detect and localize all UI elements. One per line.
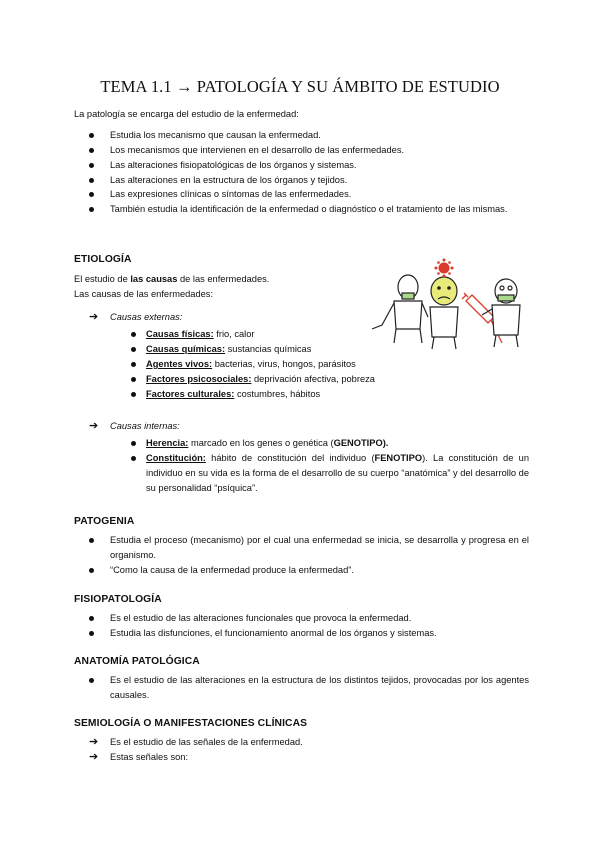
- doctor-left-icon: [372, 275, 428, 343]
- anatomia-list: [74, 673, 529, 703]
- patogenia-section: [74, 514, 529, 578]
- list-item: Estudia los mecanismo que causan la enfermedad.: [74, 128, 529, 143]
- list-item: Es el estudio de las alteraciones funcionales que provoca la enfermedad.: [74, 611, 529, 626]
- list-item: Estudia las disfunciones, el funcionamiento anormal de los órganos y sistemas.: [74, 626, 529, 641]
- section-heading: FISIOPATOLOGÍA: [74, 594, 162, 605]
- semiologia-list: [74, 735, 529, 765]
- list-item: Las alteraciones fisiopatológicas de los órganos y sistemas.: [74, 158, 529, 173]
- list-item: ➔ Estas señales son:: [74, 750, 529, 765]
- list-item: Las alteraciones en la estructura de los órganos y tejidos.: [74, 173, 529, 188]
- list-item: Causas físicas: frio, calor: [74, 327, 529, 342]
- fisiopatologia-section: [74, 592, 529, 641]
- list-item: Factores culturales: costumbres, hábitos: [74, 387, 529, 402]
- page-title: TEMA 1.1 → PATOLOGÍA Y SU ÁMBITO DE ESTUDIO: [100, 77, 500, 96]
- section-heading: ETIOLOGÍA: [74, 254, 132, 265]
- list-item: Los mecanismos que intervienen en el desarrollo de las enfermedades.: [74, 143, 529, 158]
- list-item: Las expresiones clínicas o síntomas de las enfermedades.: [74, 187, 529, 202]
- intro-text: La patología se encarga del estudio de la enfermedad:: [74, 109, 299, 119]
- anatomia-section: [74, 654, 529, 703]
- internas-list: [74, 436, 529, 496]
- list-item: Es el estudio de las alteraciones en la estructura de los distintos tejidos, provocadas por los agentes causales.: [74, 673, 529, 703]
- list-item: Constitución: hábito de constitución del individuo (FENOTIPO). La constitución de un individuo en su vida es la forma de el desarrollo de su cuerpo “anatómica” y del desarrollo de su personalidad “psíquica”.: [74, 451, 529, 496]
- list-item: También estudia la identificación de la enfermedad o diagnóstico o el tratamiento de las mismas.: [74, 202, 529, 217]
- list-item: Herencia: marcado en los genes o genética (GENOTIPO).: [74, 436, 529, 451]
- list-item: ➔ Causas externas: Causas físicas: frio, calor Causas químicas: sustancias químicas Agentes vivos: bacterias, virus, hongos, parásitos Factores psicosociales: deprivación afectiva, pobreza Factores culturales: costumbres, hábitos: [74, 310, 529, 401]
- list-item: ➔ Es el estudio de las señales de la enfermedad.: [74, 735, 529, 750]
- arrow-right-icon: ➔: [89, 311, 99, 324]
- list-item: Agentes vivos: bacterias, virus, hongos, parásitos: [74, 357, 529, 372]
- virus-icon: [435, 259, 454, 278]
- fisiopatologia-list: [74, 611, 529, 641]
- list-item: Causas químicas: sustancias químicas: [74, 342, 529, 357]
- list-item: “Como la causa de la enfermedad produce la enfermedad”.: [74, 563, 529, 578]
- sick-person-icon: [430, 277, 458, 349]
- section-heading: ANATOMÍA PATOLÓGICA: [74, 656, 200, 667]
- etiologia-line2: Las causas de las enfermedades:: [74, 289, 214, 300]
- causas-internas: [74, 419, 529, 495]
- doctors-illustration-icon: [364, 257, 529, 352]
- intro-section: [74, 107, 529, 217]
- list-item: Estudia el proceso (mecanismo) por el cual una enfermedad se inicia, se desarrolla y progresa en el organismo.: [74, 533, 529, 563]
- section-heading: PATOGENIA: [74, 516, 135, 527]
- arrow-right-icon: ➔: [89, 420, 99, 433]
- patogenia-list: [74, 533, 529, 578]
- list-item: ➔ Causas internas: Herencia: marcado en los genes o genética (GENOTIPO). Constitución: hábito de constitución del individuo (FENOTIPO). La constitución de un individuo en su vida es la forma de el desarrollo de su cuerpo “anatómica” y del desarrollo de su personalidad “psíquica”.: [74, 419, 529, 495]
- list-item: Factores psicosociales: deprivación afectiva, pobreza: [74, 372, 529, 387]
- etiologia-line1: El estudio de las causas de las enfermedades.: [74, 274, 270, 285]
- semiologia-section: [74, 716, 529, 765]
- section-heading: SEMIOLOGÍA O MANIFESTACIONES CLÍNICAS: [74, 718, 308, 729]
- intro-list: [74, 128, 529, 217]
- arrow-right-icon: ➔: [89, 751, 99, 764]
- arrow-right-icon: ➔: [89, 736, 99, 749]
